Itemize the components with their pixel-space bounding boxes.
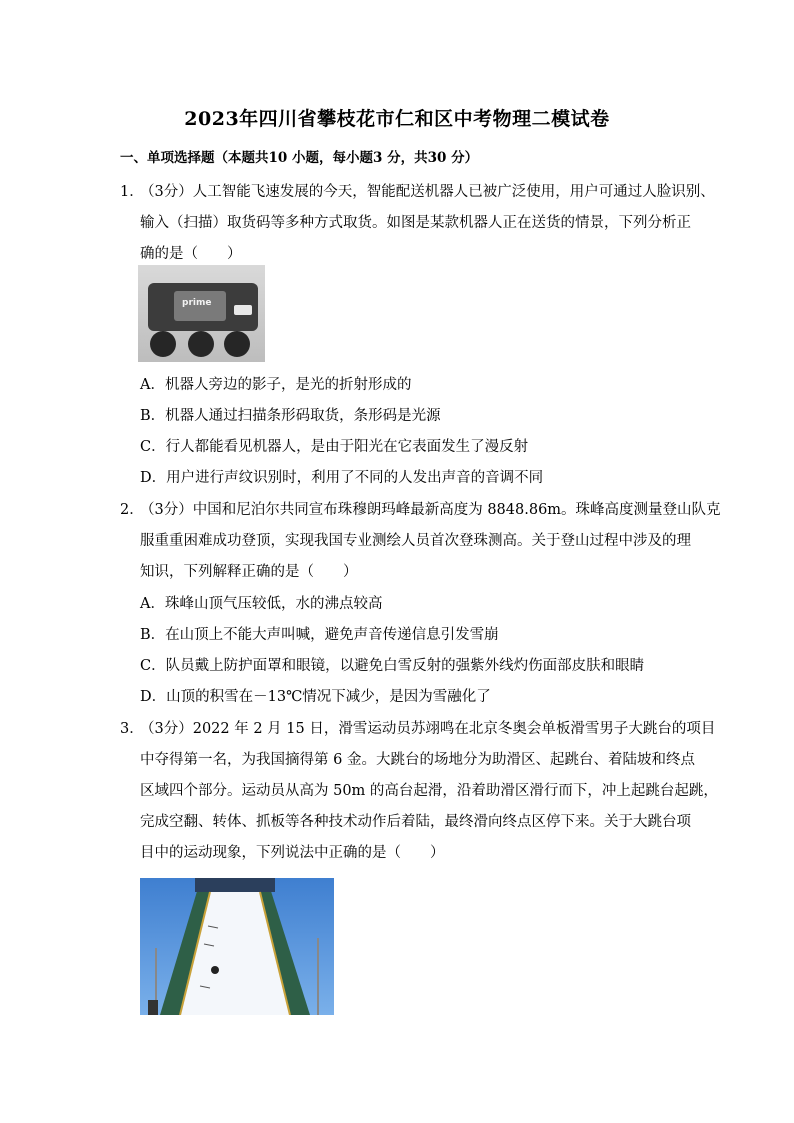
robot-light xyxy=(234,305,252,315)
question-2-option-a: A．珠峰山顶气压较低，水的沸点较高 xyxy=(140,596,383,612)
question-3-line-4: 完成空翻、转体、抓板等各种技术动作后着陆，最终滑向终点区停下来。关于大跳台项 xyxy=(140,814,691,830)
question-1-line-2: 输入（扫描）取货码等多种方式取货。如图是某款机器人正在送货的情景，下列分析正 xyxy=(140,215,691,231)
question-2-line-3: 知识，下列解释正确的是（ ） xyxy=(140,564,358,580)
robot-wheel xyxy=(150,331,176,357)
exam-title: 2023年四川省攀枝花市仁和区中考物理二模试卷 xyxy=(184,108,610,130)
question-2-option-d: D．山顶的积雪在－13℃情况下减少，是因为雪融化了 xyxy=(140,689,491,705)
question-3-line-5: 目中的运动现象，下列说法中正确的是（ ） xyxy=(140,845,445,861)
question-1-number: 1． xyxy=(120,184,144,200)
ski-jump-image xyxy=(140,878,334,1015)
ski-jump-drawing xyxy=(140,878,334,1015)
question-1-line-3: 确的是（ ） xyxy=(140,246,242,262)
question-1-option-a: A．机器人旁边的影子，是光的折射形成的 xyxy=(140,377,412,393)
question-2-line-1: （3分）中国和尼泊尔共同宣布珠穆朗玛峰最新高度为 8848.86m。珠峰高度测量登山队克 xyxy=(140,502,721,518)
question-3-line-2: 中夺得第一名，为我国摘得第 6 金。大跳台的场地分为助滑区、起跳台、着陆坡和终点 xyxy=(140,752,695,768)
robot-logo-text: prime xyxy=(182,298,212,308)
robot-wheel xyxy=(224,331,250,357)
question-3-line-1: （3分）2022 年 2 月 15 日，滑雪运动员苏翊鸣在北京冬奥会单板滑雪男子大跳台的项目 xyxy=(140,721,716,737)
robot-wheel xyxy=(188,331,214,357)
question-2-option-c: C．队员戴上防护面罩和眼镜，以避免白雪反射的强紫外线灼伤面部皮肤和眼睛 xyxy=(140,658,645,674)
question-1-option-d: D．用户进行声纹识别时，利用了不同的人发出声音的音调不同 xyxy=(140,470,544,486)
question-2-line-2: 服重重困难成功登顶，实现我国专业测绘人员首次登珠测高。关于登山过程中涉及的理 xyxy=(140,533,691,549)
question-2-option-b: B．在山顶上不能大声叫喊，避免声音传递信息引发雪崩 xyxy=(140,627,499,643)
question-3-number: 3． xyxy=(120,721,144,737)
question-1-line-1: （3分）人工智能飞速发展的今天，智能配送机器人已被广泛使用，用户可通过人脸识别、 xyxy=(140,184,715,200)
question-3-line-3: 区域四个部分。运动员从高为 50m 的高台起滑，沿着助滑区滑行而下，冲上起跳台起跳， xyxy=(140,783,718,799)
question-1-option-c: C．行人都能看见机器人，是由于阳光在它表面发生了漫反射 xyxy=(140,439,529,455)
delivery-robot-image xyxy=(138,265,265,362)
section-heading: 一、单项选择题（本题共10 小题，每小题3 分，共30 分） xyxy=(120,150,479,166)
question-2-number: 2． xyxy=(120,502,144,518)
question-1-option-b: B．机器人通过扫描条形码取货，条形码是光源 xyxy=(140,408,441,424)
